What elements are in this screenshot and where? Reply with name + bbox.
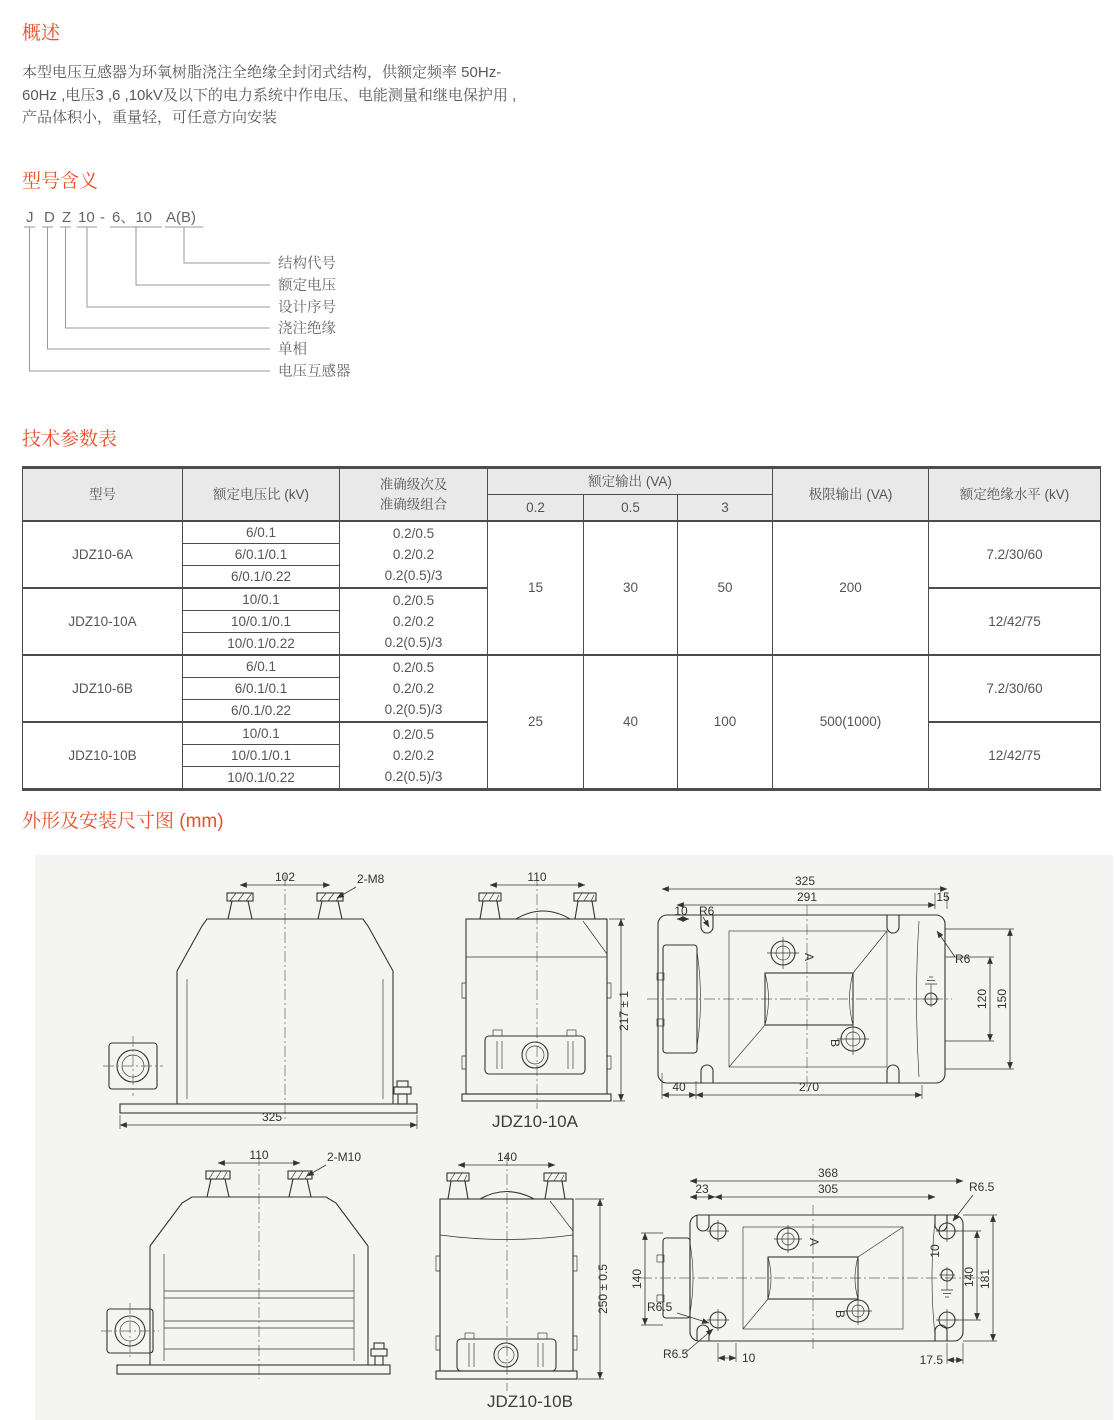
radius-label: R6 — [955, 952, 971, 966]
col-header-model: 型号 — [23, 468, 183, 522]
insulation-cell: 7.2/30/60 — [929, 521, 1101, 588]
drawing-b-side — [436, 1150, 610, 1411]
drawing-b-top — [630, 1166, 997, 1367]
model-leader-lines — [30, 227, 271, 371]
bolt-spec-label: 2-M8 — [357, 872, 385, 886]
terminal-a-label: A — [807, 1237, 821, 1247]
dim-label: 150 — [995, 988, 1009, 1010]
base-plate — [462, 1094, 611, 1101]
ratio-cell: 6/0.1 — [183, 655, 340, 678]
radius-label: R6 — [699, 904, 715, 918]
dim-label: 17.5 — [919, 1353, 943, 1367]
model-meaning-heading: 型号含义 — [22, 171, 99, 192]
accuracy-cell: 0.2/0.5 0.2/0.2 0.2(0.5)/3 — [340, 521, 488, 588]
overview-paragraph — [22, 62, 622, 130]
model-code-segment: Z — [62, 209, 72, 226]
model-label: 浇注绝缘 — [278, 321, 336, 337]
primary-terminals — [479, 893, 596, 919]
output-02-cell: 25 — [488, 655, 584, 790]
base-plate — [436, 1371, 577, 1379]
table-row — [23, 521, 1101, 544]
tech-params-table — [22, 466, 1101, 791]
ratio-cell: 10/0.1 — [183, 588, 340, 611]
dimension-drawings — [35, 855, 1113, 1420]
model-label: 额定电压 — [278, 278, 336, 294]
output-3-cell: 50 — [678, 521, 773, 655]
dim-label: 270 — [798, 1080, 820, 1094]
insulation-cell: 7.2/30/60 — [929, 655, 1101, 722]
drawing-a-top — [647, 874, 1014, 1099]
col-header-insulation: 额定绝缘水平 (kV) — [929, 468, 1101, 522]
accuracy-cell: 0.2/0.5 0.2/0.2 0.2(0.5)/3 — [340, 722, 488, 790]
dim-label: 110 — [249, 1148, 269, 1162]
dim-label: 23 — [695, 1182, 709, 1196]
dim-label: 40 — [672, 1080, 686, 1094]
col-subheader-3: 3 — [678, 495, 773, 522]
output-05-cell: 30 — [584, 521, 678, 655]
dim-label: 325 — [794, 874, 816, 888]
dim-label: 110 — [527, 870, 547, 884]
terminal-b-hole — [844, 1297, 872, 1325]
terminal-a-hole — [767, 937, 799, 969]
model-cell: JDZ10-10A — [23, 588, 183, 655]
drawings-panel — [35, 855, 1113, 1420]
drawing-a-side — [462, 870, 631, 1131]
ratio-cell: 10/0.1 — [183, 722, 340, 745]
col-header-rated-output: 额定输出 (VA) — [488, 468, 773, 495]
insulation-cell: 12/42/75 — [929, 722, 1101, 790]
accuracy-cell: 0.2/0.5 0.2/0.2 0.2(0.5)/3 — [340, 588, 488, 655]
dim-label: 181 — [978, 1268, 992, 1290]
tech-params-heading: 技术参数表 — [22, 429, 118, 450]
model-code-segment: 10 — [78, 209, 95, 226]
terminal-b-label: B — [833, 1309, 847, 1319]
dim-label: 140 — [962, 1266, 976, 1288]
mounting-bracket — [103, 1036, 163, 1096]
col-header-accuracy: 准确级次及 准确级组合 — [340, 468, 488, 522]
model-cell: JDZ10-6A — [23, 521, 183, 588]
dim-label: 325 — [261, 1110, 283, 1124]
overview-line: 本型电压互感器为环氧树脂浇注全绝缘全封闭式结构，供额定频率 50Hz- — [22, 64, 502, 81]
model-label: 单相 — [278, 342, 307, 358]
radius-label: R6.5 — [969, 1180, 995, 1194]
output-05-cell: 40 — [584, 655, 678, 790]
dim-label: 15 — [936, 890, 950, 904]
dim-label: 10 — [674, 904, 688, 918]
ratio-cell: 10/0.1/0.1 — [183, 745, 340, 767]
model-code-diagram — [22, 206, 422, 388]
col-subheader-02: 0.2 — [488, 495, 584, 522]
overview-line: 60Hz ,电压3 ,6 ,10kV及以下的电力系统中作电压、电能测量和继电保护用 , — [22, 86, 517, 104]
corner-holes — [707, 1220, 958, 1331]
model-label: 电压互感器 — [278, 364, 351, 380]
col-header-limit-output: 极限输出 (VA) — [773, 468, 929, 522]
model-code-segment: 6、10 — [112, 209, 153, 226]
dim-label: 140 — [496, 1150, 518, 1164]
dimensions-heading: 外形及安装尺寸图 (mm) — [22, 811, 224, 832]
body-cap — [177, 919, 393, 971]
ratio-cell: 6/0.1/0.22 — [183, 566, 340, 589]
terminal-b-label: B — [828, 1038, 842, 1048]
ratio-cell: 6/0.1/0.1 — [183, 544, 340, 566]
model-code-segment: D — [44, 209, 55, 226]
limit-output-cell: 500(1000) — [773, 655, 929, 790]
dim-label: 217 ± 1 — [617, 991, 631, 1031]
table-row — [23, 655, 1101, 678]
radius-label: R6.5 — [663, 1347, 689, 1361]
dim-label: 291 — [796, 890, 818, 904]
ratio-cell: 6/0.1 — [183, 521, 340, 544]
dim-label: 102 — [274, 870, 296, 884]
accuracy-cell: 0.2/0.5 0.2/0.2 0.2(0.5)/3 — [340, 655, 488, 722]
model-code-segment: A(B) — [166, 209, 196, 226]
ground-bolt — [371, 1343, 387, 1365]
dim-label: 10 — [742, 1351, 756, 1365]
model-cell: JDZ10-10B — [23, 722, 183, 790]
ratio-cell: 10/0.1/0.22 — [183, 767, 340, 790]
model-label: 结构代号 — [278, 256, 336, 272]
terminal-a-label: A — [802, 952, 816, 962]
ground-screw — [939, 1267, 955, 1297]
primary-terminals — [447, 1173, 566, 1199]
secondary-terminal-block — [457, 1333, 556, 1371]
secondary-terminal-block — [485, 1030, 585, 1074]
model-label: 设计序号 — [278, 300, 336, 316]
model-code-segment: - — [100, 209, 105, 226]
ratio-cell: 10/0.1/0.22 — [183, 633, 340, 656]
dim-label: 250 ± 0.5 — [596, 1264, 610, 1314]
drawing-a-front — [103, 870, 417, 1129]
drawing-caption: JDZ10-10B — [487, 1392, 573, 1411]
dim-label: 140 — [630, 1268, 644, 1290]
ratio-cell: 6/0.1/0.22 — [183, 700, 340, 723]
output-3-cell: 100 — [678, 655, 773, 790]
drawing-caption: JDZ10-10A — [492, 1112, 578, 1131]
drawing-b-front — [101, 1148, 390, 1379]
overview-line: 产品体积小，重量轻，可任意方向安装 — [22, 109, 278, 126]
body-outline — [440, 1199, 573, 1371]
output-02-cell: 15 — [488, 521, 584, 655]
model-cell: JDZ10-6B — [23, 655, 183, 722]
bolt-spec-label: 2-M10 — [327, 1150, 362, 1164]
dim-label: 10 — [928, 1244, 942, 1258]
ratio-cell: 10/0.1/0.1 — [183, 611, 340, 633]
ground-bolt — [394, 1081, 411, 1104]
terminal-a-hole — [774, 1225, 802, 1253]
dim-label: 120 — [975, 988, 989, 1010]
ratio-cell: 6/0.1/0.1 — [183, 678, 340, 700]
overview-heading: 概述 — [22, 23, 61, 44]
model-code-segment: J — [26, 209, 34, 226]
insulation-cell: 12/42/75 — [929, 588, 1101, 655]
ground-screw — [923, 977, 939, 1007]
base-plate — [117, 1365, 390, 1374]
limit-output-cell: 200 — [773, 521, 929, 655]
dim-label: 305 — [817, 1182, 839, 1196]
col-subheader-05: 0.5 — [584, 495, 678, 522]
dim-label: 368 — [817, 1166, 839, 1180]
dome-arc — [516, 911, 570, 919]
col-header-ratio: 额定电压比 (kV) — [183, 468, 340, 522]
radius-label: R6.5 — [647, 1300, 673, 1314]
